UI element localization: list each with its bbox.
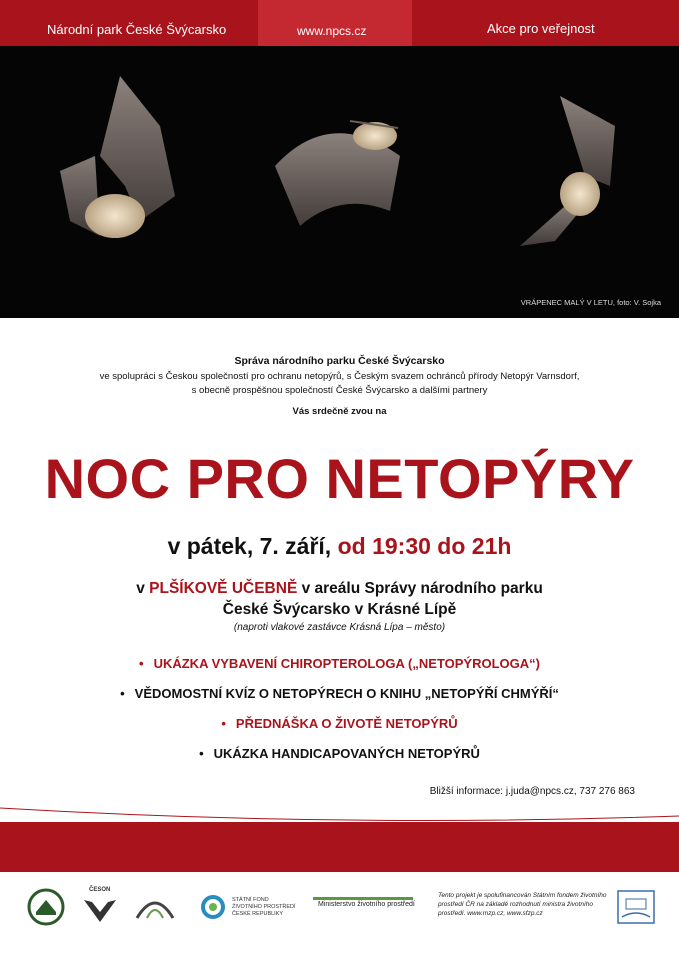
bullet-icon: • bbox=[221, 716, 226, 731]
event-day: v pátek, 7. září, bbox=[167, 533, 332, 559]
event-title: NOC PRO NETOPÝRY bbox=[44, 447, 635, 510]
photo-caption: VRÁPENEC MALÝ V LETU, foto: V. Sojka bbox=[520, 298, 661, 307]
place-highlight: PLŠÍKOVĚ UČEBNĚ bbox=[149, 580, 298, 597]
program-item bbox=[0, 716, 679, 731]
sfzp-label bbox=[232, 897, 296, 918]
cooperation-line-1: ve spolupráci s Českou společností pro ochranu netopýrů, s Českým svazem ochránců přírody Netopýr Varnsdorf, bbox=[99, 371, 580, 382]
program-item bbox=[0, 686, 679, 701]
npcs-logo-icon bbox=[27, 888, 65, 926]
header-bar bbox=[0, 0, 679, 46]
event-place-line-2: České Švýcarsko v Krásné Lípě bbox=[222, 601, 457, 618]
ops-logo-icon bbox=[133, 888, 177, 924]
bat-illustration bbox=[0, 46, 679, 318]
header-category: Akce pro veřejnost bbox=[487, 21, 595, 36]
event-time: od 19:30 do 21h bbox=[337, 533, 512, 559]
event-place-note: (naproti vlakové zastávce Krásná Lípa – město) bbox=[233, 622, 446, 633]
event-date bbox=[0, 533, 679, 560]
sfzp-logo-icon bbox=[200, 894, 226, 920]
program-item bbox=[0, 656, 679, 671]
bat-2-icon bbox=[275, 121, 400, 226]
bat-3-icon bbox=[520, 96, 615, 246]
header-center-block bbox=[258, 0, 412, 46]
contact-info: Bližší informace: j.juda@npcs.cz, 737 276 863 bbox=[429, 786, 635, 797]
program-item-label: VĚDOMOSTNÍ KVÍZ O NETOPÝRECH O KNIHU „NETOPÝŘÍ CHMÝŘÍ“ bbox=[134, 686, 559, 701]
bat-1-icon bbox=[60, 76, 175, 238]
bullet-icon: • bbox=[139, 656, 144, 671]
program-item-label: UKÁZKA VYBAVENÍ CHIROPTEROLOGA („NETOPÝROLOGA“) bbox=[153, 656, 540, 671]
bullet-icon: • bbox=[120, 686, 125, 701]
header-website[interactable]: www.npcs.cz bbox=[297, 24, 367, 38]
funding-note: Tento projekt je spolufinancován Státním fondem životního prostředí ČR na základě rozhodnutí ministra životního prostředí. www.mzp.cz, www.sfzp.cz bbox=[438, 892, 607, 917]
bullet-icon: • bbox=[199, 746, 204, 761]
program-item-label: UKÁZKA HANDICAPOVANÝCH NETOPÝRŮ bbox=[213, 746, 480, 761]
ministry-bar bbox=[313, 897, 413, 900]
cooperation-text bbox=[0, 370, 679, 398]
cooperation-line-2: s obecně prospěšnou společností České Švýcarsko a dalšími partnery bbox=[191, 385, 488, 396]
bottom-band bbox=[0, 822, 679, 872]
program-item bbox=[0, 746, 679, 761]
krasna-lipa-logo-icon bbox=[616, 889, 656, 925]
sfzp-label-line-3: ČESKÉ REPUBLIKY bbox=[232, 911, 284, 917]
bat-photo bbox=[0, 46, 679, 318]
event-place bbox=[0, 580, 679, 598]
place-prefix: v bbox=[136, 580, 145, 597]
organizer: Správa národního parku České Švýcarsko bbox=[234, 355, 445, 367]
sfzp-label-line-2: ŽIVOTNÍHO PROSTŘEDÍ bbox=[232, 904, 296, 910]
place-rest: v areálu Správy národního parku bbox=[301, 580, 543, 597]
ceson-label: ČESON bbox=[89, 887, 111, 893]
program-item-label: PŘEDNÁŠKA O ŽIVOTĚ NETOPÝRŮ bbox=[235, 716, 458, 731]
header-park-name: Národní park České Švýcarsko bbox=[47, 22, 227, 37]
ministry-label: Ministerstvo životního prostředí bbox=[318, 901, 415, 908]
sfzp-label-line-1: STÁTNÍ FOND bbox=[232, 897, 269, 903]
invitation: Vás srdečně zvou na bbox=[292, 406, 387, 417]
